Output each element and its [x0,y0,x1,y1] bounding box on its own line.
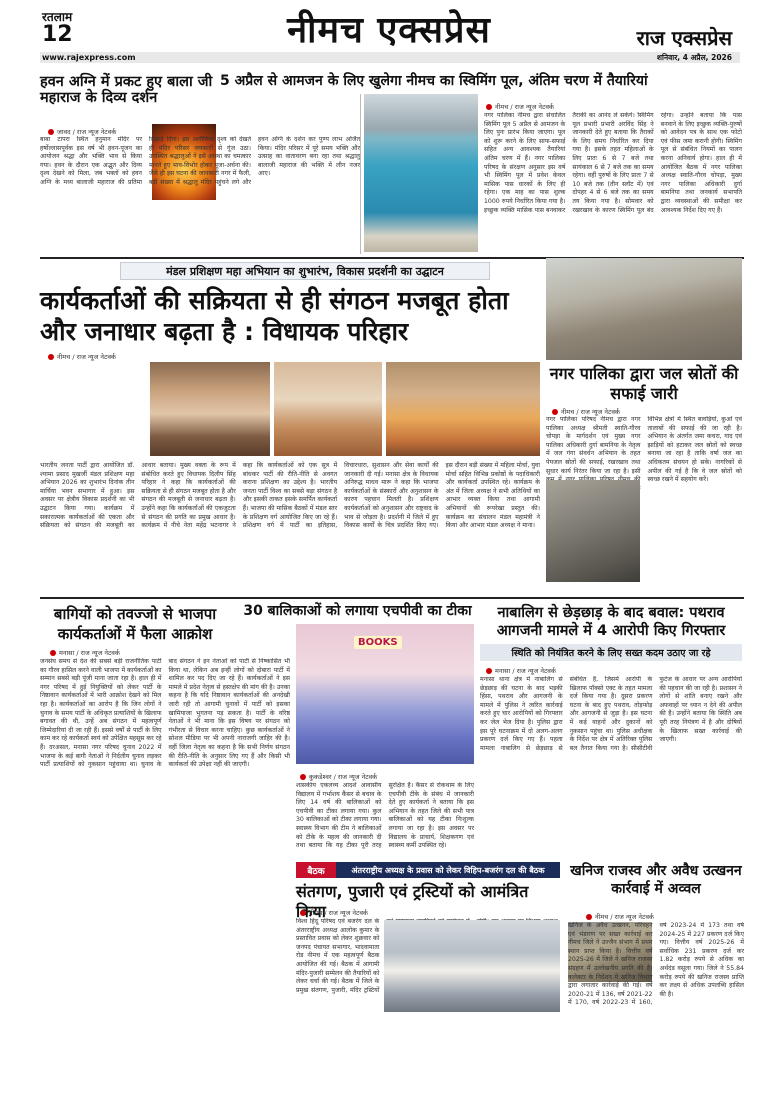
story1-byline: जावद / राज न्यूज नेटवर्क [48,127,116,136]
story3-kicker: मंडल प्रशिक्षण महा अभियान का शुभारंभ, विकास प्रदर्शनी का उद्घाटन [120,262,490,280]
story6-byline: कुकडेश्वर / राज न्यूज नेटवर्क [300,772,377,781]
story8-tag: बैठक [296,862,336,878]
books-sign: BOOKS [354,636,402,649]
story8-byline: नीमच / राज न्यूज नेटवर्क [300,908,368,917]
story2-body: नगर पालिका नीमच द्वारा संचालित स्विमिंग पूल 5 अप्रैल से आमजन के लिए पुनः प्रारंभ किया जाएगा। पूल को शुरू करने के लिए साफ-सफाई सहित अन्य आवश्यक तैयारियां अंतिम चरण में हैं। नगर पालिका परिषद के संरक्षण अनुसार इस वर्ष भी स्विमिंग पूल में प्रवेश केवल मासिक पास धारकों के लिए ही रहेगा। एक माह का पास शुल्क 1000 रुपये निर्धारित किया गया है। इच्छुक व्यक्ति मासिक पास बनवाकर तैराकी का आनंद ले सकेंगे। स्विमिंग पूल प्रभारी प्रभारी अरविंद सिंह ने जानकारी देते हुए बताया कि तैराकों के लिए समय निर्धारित कर दिया गया है। इसके तहत महिलाओं के लिए प्रातः 6 से 7 बजे तथा सायंकाल 6 से 7 बजे तक का समय रहेगा। वहीं पुरुषों के लिए प्रातः 7 से 10 बजे तक (तीन स्लॉट में) एवं दोपहर 4 से 6 बजे तक का समय तय किया गया है। सोमवार को रखरखाव के कारण स्विमिंग पूल बंद रहेगा। उन्होंने बताया कि पास बनवाने के लिए इच्छुक व्यक्ति-पुरुषों को आवेदन पत्र के साथ एक फोटो एवं फीस जमा करानी होगी। स्विमिंग पूल से संबंधित नियमों का पालन करना अनिवार्य होगा। हाल ही में आयोजित बैठक में नगर पालिका अध्यक्ष स्वाति-गौरव चोपड़ा, मुख्य नगर पालिका अधिकारी दुर्गा बामनिया तथा जनकार्य सभापति द्वारा व्यवस्थाओं की समीक्षा कर आवश्यक निर्देश दिए गए हैं। [484,112,742,214]
brand-name: राज एक्सप्रेस [636,26,732,50]
story7-subhead: स्थिति को नियंत्रित करने के लिए सख्त कदम उठाए जा रहे [480,644,742,661]
story2-byline: नीमच / राज न्यूज नेटवर्क [486,102,554,111]
vaccination-photo [296,624,474,764]
site-url[interactable]: www.rajexpress.com [42,53,136,62]
story9-body: खनिज के अवैध उत्खनन, परिवहन एवं भंडारण पर सख्त कार्रवाई कर नीमच जिले ने उज्जैन संभाग में प्रथम स्थान प्राप्त किया है। वित्तीय वर्ष 2025-26 में जिले ने खनिज राजस्व संग्रहण में उल्लेखनीय प्रगति की है। कलेक्टर के निर्देशन में खनिज विभाग द्वारा लगातार कार्रवाई की गई। वर्ष 2020-21 में 136, वर्ष 2021-22 में 170, वर्ष 2022-23 में 160, वर्ष 2023-24 में 173 तथा वर्ष 2024-25 में 227 प्रकरण दर्ज किए गए। वित्तीय वर्ष 2025-26 में सर्वाधिक 231 प्रकरण दर्ज कर 1.82 करोड़ रुपये से अधिक का अर्थदंड वसूला गया। जिले ने 55.84 करोड़ रुपये की खनिज राजस्व प्राप्ति कर लक्ष्य से अधिक उपलब्धि हासिल की है। [568,922,744,1007]
story3-byline: नीमच / राज न्यूज नेटवर्क [48,352,116,361]
story1-body: बाबा टापरा स्थित हनुमान मंदिर पर हर्षोल्लासपूर्वक इस वर्ष भी हवन-पूजन का आयोजन श्रद्धा और भक्ति भाव से किया गया। हवन के दौरान एक अद्भुत और दिव्य दृश्य देखने को मिला, जब भक्तों को हवन अग्नि के मध्य बालाजी महाराज की प्रतिमा दिखाई दिया। इस अलौकिक दृश्य को देखते ही मंदिर परिसर जयकारों से गूंज उठा। उपस्थित श्रद्धालुओं ने इसे आस्था का चमत्कार मानते हुए भाव-विभोर होकर पूजा-अर्चना की। जैसे ही इस घटना की जानकारी नगर में फैली, बड़ी संख्या में श्रद्धालु मंदिर पहुंचने लगे और हवन अग्नि के दर्शन कर पुण्य लाभ अर्जित किया। मंदिर परिसर में पूरे समय भक्ति और उत्साह का वातावरण बना रहा तथा श्रद्धालु बालाजी महाराज की भक्ति में लीन नजर आए। [40,136,360,186]
story9-byline: नीमच / राज न्यूज नेटवर्क [586,912,654,921]
swimming-pool-photo [364,94,478,252]
story8-body: विश्व हिंदू परिषद एवं बजरंग दल के अंतरराष्ट्रीय अध्यक्ष आलोक कुमार के प्रस्तावित प्रवास को लेकर शुक्रवार को जनपद पंचायत सभागार, भादवामाता रोड नीमच में एक महत्वपूर्ण बैठक आयोजित की गई। बैठक में आगामी मंदिर-पुजारी सम्मेलन की तैयारियों को लेकर चर्चा की गई। बैठक में जिले के प्रमुख संतगण, पुजारी, मंदिर ट्रस्टियों [296,918,380,994]
story4-body: नगर पालिका परिषद नीमच द्वारा नगर पालिका अध्यक्ष श्रीमती स्वाति-गौरव चोपड़ा के मार्गदर्शन एवं मुख्य नगर पालिका अधिकारी दुर्गा बामनिया के नेतृत्व में जल गंगा संवर्धन अभियान के तहत पेयजल स्रोतों की सफाई, रखरखाव तथा सुधार कार्य निरंतर किया जा रहा है। इसी विभिन्न क्षेत्रों में स्थित बावड़ियों, कुओं एवं तालाबों की सफाई की जा रही है। अभियान के अंतर्गत जमा कचरा, गाद एवं झाड़ियों को हटाकर जल स्रोतों को स्वच्छ बनाया जा रहा है ताकि वर्षा जल का अधिकतम संचयन हो सके। नागरिकों से अपील की गई है कि वे जल स्रोतों को स्वच्छ रखने में सहयोग करें। [546,416,742,484]
story1-headline: हवन अग्नि में प्रकट हुए बाला जी महाराज के दिव्य दर्शन [40,74,213,107]
story5-byline: मनासा / राज न्यूज नेटवर्क [50,648,120,657]
vhp-meeting-photo [384,920,560,1012]
story2-headline: 5 अप्रैल से आमजन के लिए खुलेगा नीमच का स्विमिंग पूल, अंतिम चरण में तैयारियां [220,73,648,89]
story8-headline: संतगण, पुजारी एवं ट्रस्टियों को आमंत्रित किया [296,882,529,921]
masthead-title: नीमच एक्सप्रेस [287,10,491,51]
story7-headline: नाबालिग से छेड़छाड़ के बाद बवाल: पथराव आगजनी मामले में 4 आरोपी किए गिरफ्तार [496,605,726,639]
story8-kicker: अंतरराष्ट्रीय अध्यक्ष के प्रवास को लेकर विहिप-बजरंग दल की बैठक [336,862,560,878]
issue-date: शनिवार, 4 अप्रैल, 2026 [656,53,732,62]
cleaning-photo [546,480,640,582]
city-label: रतलाम [42,10,73,24]
story7-byline: मनासा / राज न्यूज नेटवर्क [486,666,556,675]
story3-headline: कार्यकर्ताओं की सक्रियता से ही संगठन मजबूत होता और जनाधार बढ़ता है : विधायक परिहार [40,286,509,346]
story9-headline: खनिज राजस्व और अवैध उत्खनन कार्रवाई में अव्वल [570,863,742,897]
story7-body: मनासा थाना क्षेत्र में नाबालिग से छेड़छाड़ की घटना के बाद भड़की हिंसा, पथराव और आगजनी के मामले में पुलिस ने त्वरित कार्रवाई करते हुए चार आरोपियों को गिरफ्तार कर जेल भेज दिया है। पुलिस द्वारा इस पूरे घटनाक्रम में दो अलग-अलग प्रकरण दर्ज किए गए हैं। पहला मामला नाबालिग से छेड़छाड़ से संबंधित है, जिसमें आरोपी के खिलाफ पॉक्सो एक्ट के तहत मामला दर्ज किया गया है। दूसरा प्रकरण घटना के बाद हुए पथराव, तोड़फोड़ और आगजनी से जुड़ा है। इस घटना में कई वाहनों और दुकानों को नुकसान पहुंचा था। पुलिस अधीक्षक के निर्देश पर क्षेत्र में अतिरिक्त पुलिस बल तैनात किया गया है। सीसीटीवी फुटेज के आधार पर अन्य आरोपियों की पहचान की जा रही है। प्रशासन ने लोगों से शांति बनाए रखने और अफवाहों पर ध्यान न देने की अपील की है। उन्होंने बताया कि स्थिति अब पूरी तरह नियंत्रण में है और दोषियों के खिलाफ सख्त कार्रवाई की जाएगी। [480,676,742,752]
story3-body: भारतीय जनता पार्टी द्वारा आयोजित डॉ. श्यामा प्रसाद मुखर्जी मंडल प्रशिक्षण महा अभियान 2026 का शुभारंभ दिनांक तीन मार्चिया भवन सभागार में हुआ। इस अवसर पर क्षेत्रीय विकास प्रदर्शनी का भी उद्घाटन किया गया। कार्यक्रम में सकारात्मक कार्यकर्ताओं की एकता और संक्रियता को संगठन की मजबूती का आधार बताया। मुख्य वक्ता के रूप में संबोधित करते हुए विधायक दिलीप सिंह परिहार ने कहा कि कार्यकर्ताओं की सक्रियता से ही संगठन मजबूत होता है और संगठन की मजबूती से जनाधार बढ़ता है। उन्होंने कहा कि कार्यकर्ताओं की एकजुटता से संगठन की प्रगति का प्रमुख आधार है। कार्यक्रम में नीचे नेता महेंद्र भटनागर ने कहा कि कार्यकर्ताओं को एक सूत्र में बांधकर पार्टी की रीति-नीति से अवगत कराना प्रशिक्षण का उद्देश्य है। भारतीय जनता पार्टी विश्व का सबसे बड़ा संगठन है और इसकी ताकत इसके समर्पित कार्यकर्ता हैं। भाजपा की मासिक बैठकों में मंडल स्तर के प्रशिक्षण वर्ग आयोजित किए जा रहे हैं। प्रशिक्षण वर्ग में पार्टी का इतिहास, विचारधारा, सुशासन और सेवा कार्यों की जानकारी दी गई। मनासा क्षेत्र के विधायक अनिरुद्ध माधव मारू ने कहा कि भाजपा कार्यकर्ताओं के संस्कारों और अनुशासन के कारण पहचान मिलती है। प्रशिक्षण कार्यकर्ताओं को अनुशासन और राष्ट्रवाद के भाव से जोड़ता है। प्रदर्शनी में जिले में हुए विकास कार्यों के चित्र प्रदर्शित किए गए। इस दौरान बड़ी संख्या में महिला मोर्चा, युवा मोर्चा सहित विभिन्न प्रकोष्ठों के पदाधिकारी और कार्यकर्ता उपस्थित रहे। कार्यक्रम के अंत में जिला अध्यक्ष ने सभी अतिथियों का आभार व्यक्त किया तथा आगामी अभियानों की रूपरेखा प्रस्तुत की। कार्यक्रम का संचालन मंडल महामंत्री ने किया और आभार मंडल अध्यक्ष ने माना। [40,462,540,530]
story5-headline: बागियों को तवज्जो से भाजपा कार्यकर्ताओं में फैला आक्रोश [53,605,217,643]
story6-headline: 30 बालिकाओं को लगाया एचपीवी का टीका [243,603,472,619]
story5-body: जनसंघ समय से देश की सबसे बड़ी राजनीतिक पार्टी का गौरव हासिल करने वाली भाजपा में कार्यकर्ताओं का सम्मान सबसे बड़ी पूंजी माना जाता रहा है। हाल ही में नगर परिषद में हुई नियुक्तियों को लेकर पार्टी के निष्ठावान कार्यकर्ताओं में भारी आक्रोश देखने को मिल रहा है। कार्यकर्ताओं का आरोप है कि जिन लोगों ने चुनाव के समय पार्टी के अधिकृत प्रत्याशियों के खिलाफ बगावत की थी, उन्हें अब संगठन में महत्वपूर्ण जिम्मेदारियां दी जा रही हैं। इससे वर्षों से पार्टी के लिए काम कर रहे कार्यकर्ता स्वयं को उपेक्षित महसूस कर रहे हैं। दरअसल, मनासा नगर परिषद चुनाव 2022 में भाजपा के कई बागी नेताओं ने निर्दलीय चुनाव लड़कर पार्टी प्रत्याशियों को नुकसान पहुंचाया था। चुनाव के बाद संगठन ने इन नेताओं को पार्टी से निष्कासित भी किया था, लेकिन अब इन्हीं लोगों को दोबारा पार्टी में शामिल कर पद दिए जा रहे हैं। कार्यकर्ताओं ने इस मामले में प्रदेश नेतृत्व से हस्तक्षेप की मांग की है। उनका कहना है कि यदि निष्ठावान कार्यकर्ताओं की अनदेखी जारी रही तो आगामी चुनावों में पार्टी को इसका खामियाजा भुगतना पड़ सकता है। पार्टी के वरिष्ठ नेताओं ने भी माना कि इस विषय पर संगठन को गंभीरता से विचार करना चाहिए। कुछ कार्यकर्ताओं ने सोशल मीडिया पर भी अपनी नाराजगी जाहिर की है। वहीं जिला नेतृत्व का कहना है कि सभी निर्णय संगठन की रीति-नीति के अनुसार लिए गए हैं और किसी भी कार्यकर्ता की उपेक्षा नहीं की जाएगी। [40,658,290,769]
story6-body: शासकीय एकलव्य आदर्श आवासीय विद्यालय में गर्भाशय कैंसर से बचाव के लिए 14 वर्ष की बालिकाओं को एचपीवी का टीका लगाया गया। कुल 30 बालिकाओं को टीका लगाया गया। स्वास्थ्य विभाग की टीम ने बालिकाओं को टीके के महत्व की जानकारी दी तथा बताया कि यह टीका पूरी तरह सुरक्षित है। कैंसर से रोकथाम के लिए एचपीवी टीके के संबंध में जानकारी देते हुए कार्यकर्ता ने बताया कि इस अभियान के तहत जिले की सभी पात्र बालिकाओं को यह टीका निःशुल्क लगाया जा रहा है। इस अवसर पर विद्यालय के प्राचार्य, शिक्षकगण एवं स्वास्थ्य कर्मी उपस्थित रहे। [296,782,474,850]
road-photo [546,258,742,360]
masthead [0,0,778,66]
story4-headline: नगर पालिका द्वारा जल स्रोतों की सफाई जारी [549,364,739,403]
story4-byline: नीमच / राज न्यूज नेटवर्क [552,407,620,416]
page-number: 12 [42,22,73,47]
